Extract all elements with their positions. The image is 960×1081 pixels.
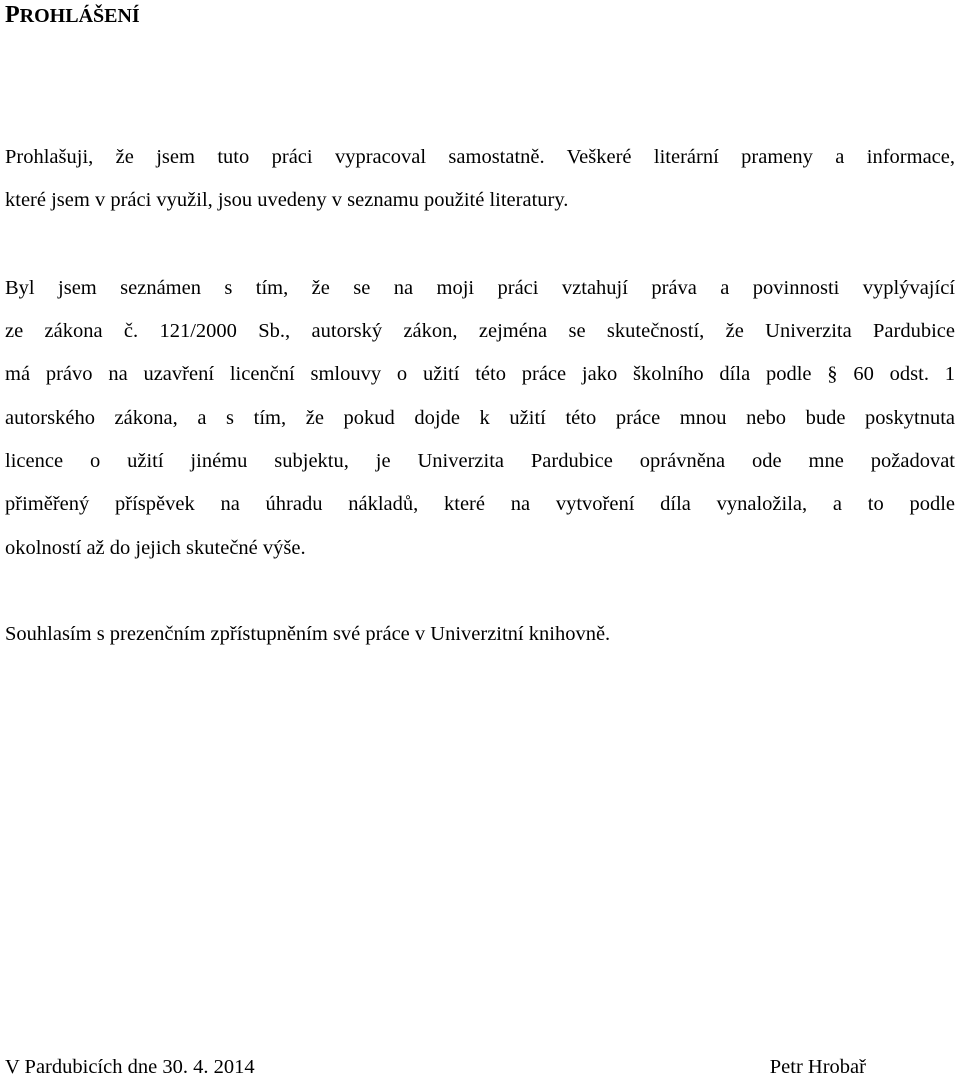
page-title-initial: P (5, 2, 20, 28)
paragraph-line: přiměřený příspěvek na úhradu nákladů, které na vytvoření díla vynaložila, a to podle (5, 493, 955, 515)
consent-paragraph: Souhlasím s prezenčním zpřístupněním své práce v Univerzitní knihovně. (5, 623, 611, 645)
paragraph-line: má právo na uzavření licenční smlouvy o užití této práce jako školního díla podle § 60 odst. 1 (5, 363, 955, 385)
place-and-date: V Pardubicích dne 30. 4. 2014 (5, 1056, 255, 1078)
page-title (5, 2, 140, 29)
page-title-rest: ROHLÁŠENÍ (19, 5, 140, 27)
paragraph-line: licence o užití jinému subjektu, je Univerzita Pardubice oprávněna ode mne požadovat (5, 450, 955, 472)
paragraph-line: ze zákona č. 121/2000 Sb., autorský zákon, zejména se skutečností, že Univerzita Pardubice (5, 320, 955, 342)
paragraph-line: které jsem v práci využil, jsou uvedeny v seznamu použité literatury. (5, 189, 569, 211)
paragraph-line: okolností až do jejich skutečné výše. (5, 537, 306, 559)
paragraph-line: autorského zákona, a s tím, že pokud dojde k užití této práce mnou nebo bude poskytnuta (5, 407, 955, 429)
paragraph-line: Byl jsem seznámen s tím, že se na moji práci vztahují práva a povinnosti vyplývající (5, 277, 955, 299)
author-name: Petr Hrobař (769, 1056, 866, 1078)
paragraph-line: Prohlašuji, že jsem tuto práci vypracoval samostatně. Veškeré literární prameny a informace, (5, 146, 955, 168)
